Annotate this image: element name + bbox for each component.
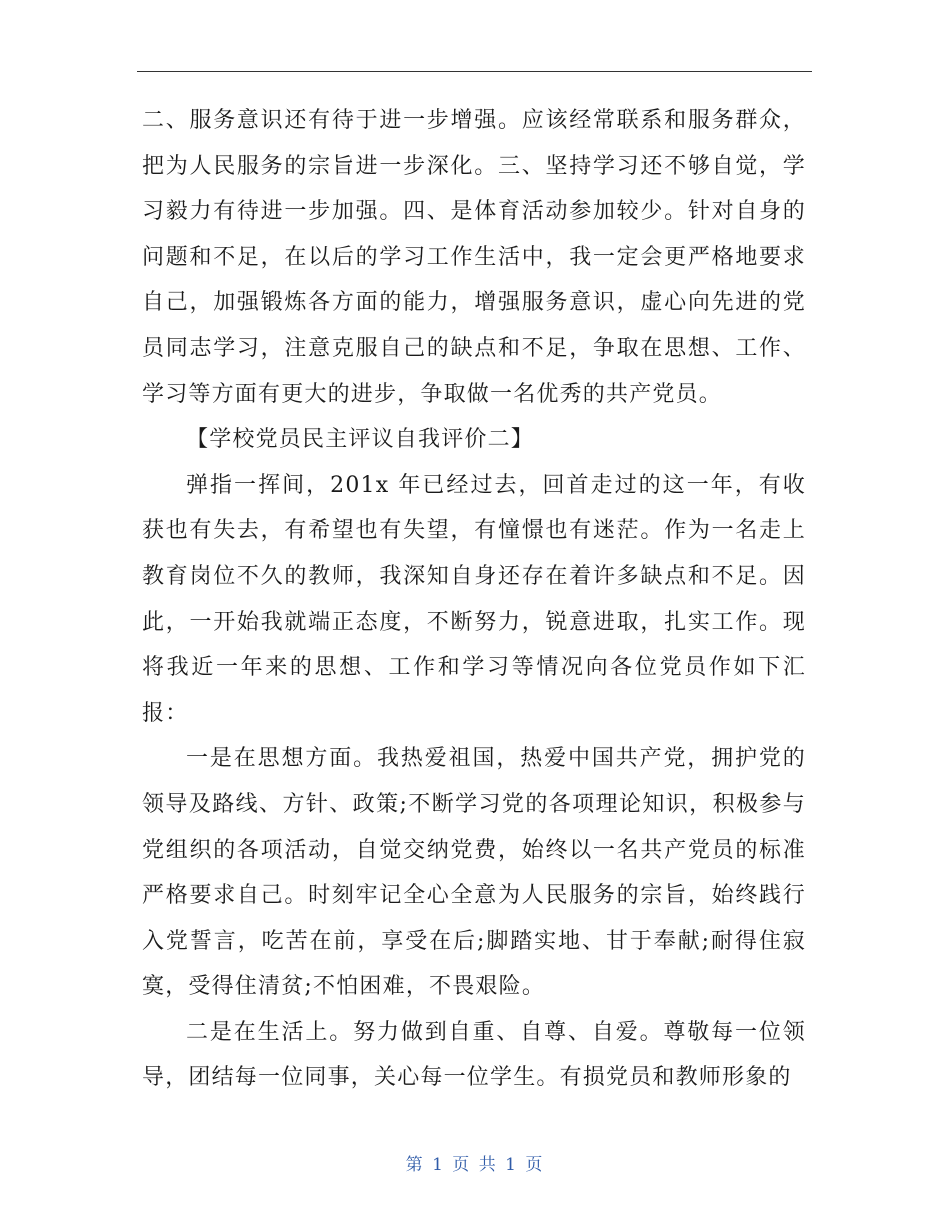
paragraph-3: 弹指一挥间，201x 年已经过去，回首走过的这一年，有收获也有失去，有希望也有失望，有憧憬也有迷茫。作为一名走上教育岗位不久的教师，我深知自身还存在着许多缺点和不足。因此，一开始我就端正态度，不断努力，锐意进取，扎实工作。现将我近一年来的思想、工作和学习等情况向各位党员作如下汇报：	[142, 472, 806, 726]
header-rule	[137, 71, 812, 72]
document-body	[142, 98, 806, 1101]
section-heading: 【学校党员民主评议自我评价二】	[186, 427, 535, 453]
paragraph-4: 一是在思想方面。我热爱祖国，热爱中国共产党，拥护党的领导及路线、方针、政策;不断学习党的各项理论知识，积极参与党组织的各项活动，自觉交纳党费，始终以一名共产党员的标准严格要求自己。时刻牢记全心全意为人民服务的宗旨，始终践行入党誓言，吃苦在前，享受在后;脚踏实地、甘于奉献;耐得住寂寞，受得住清贫;不怕困难，不畏艰险。	[142, 746, 806, 1000]
paragraph-1: 二、服务意识还有待于进一步增强。应该经常联系和服务群众，把为人民服务的宗旨进一步深化。三、坚持学习还不够自觉，学习毅力有待进一步加强。四、是体育活动参加较少。针对自身的问题和不足，在以后的学习工作生活中，我一定会更严格地要求自己，加强锻炼各方面的能力，增强服务意识，虚心向先进的党员同志学习，注意克服自己的缺点和不足，争取在思想、工作、学习等方面有更大的进步，争取做一名优秀的共产党员。	[142, 108, 806, 407]
page-number: 第 1 页 共 1 页	[405, 1155, 545, 1175]
page-footer	[0, 1150, 950, 1175]
paragraph-5: 二是在生活上。努力做到自重、自尊、自爱。尊敬每一位领导，团结每一位同事，关心每一位学生。有损党员和教师形象的	[142, 1019, 806, 1091]
